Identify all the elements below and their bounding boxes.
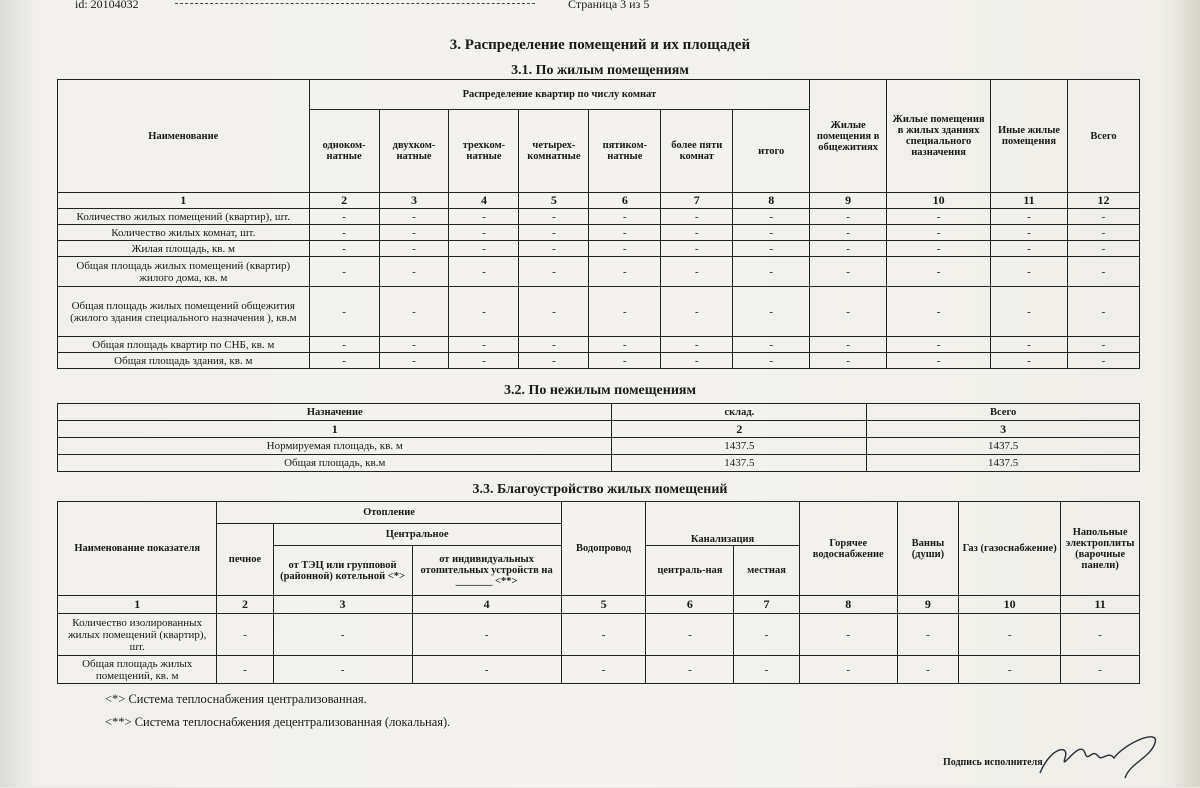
row-label: Общая площадь, кв.м (58, 455, 612, 472)
cell-value: - (887, 209, 991, 225)
cell-value: - (661, 353, 733, 369)
col-header: четырех-комнатные (519, 110, 589, 193)
cell-value: - (646, 614, 734, 656)
col-number: 5 (519, 193, 589, 209)
col-number: 8 (799, 596, 897, 614)
footnote-1: <*> Система теплоснабжения централизованная. (105, 692, 367, 706)
cell-value: - (589, 209, 661, 225)
row-label: Нормируемая площадь, кв. м (58, 438, 612, 455)
cell-value: - (1067, 337, 1139, 353)
section1-title: 3.1. По жилым помещениям (511, 63, 689, 78)
col-name-header: Наименование (58, 80, 310, 193)
cell-value: - (589, 337, 661, 353)
row-label: Общая площадь жилых помещений, кв. м (58, 656, 217, 684)
col-number: 8 (733, 193, 810, 209)
col-number: 9 (810, 193, 887, 209)
cell-value: - (959, 656, 1061, 684)
individual-header: от индивидуальных отопительных устройств на _______ <**> (412, 546, 561, 596)
cell-value: - (449, 225, 519, 241)
cell-value: - (449, 209, 519, 225)
cell-value: - (1067, 287, 1139, 337)
col10-header: Жилые помещения в жилых зданиях специального назначения (887, 80, 991, 193)
cell-value: - (309, 257, 379, 287)
hot-water-header: Горячее водоснабжение (799, 502, 897, 596)
cell-value: - (799, 614, 897, 656)
footnote-2: <**> Система теплоснабжения децентрализованная (локальная). (105, 715, 451, 729)
residential-table (57, 79, 1140, 369)
cell-value: - (273, 614, 412, 656)
cell-value: - (661, 257, 733, 287)
col-number: 7 (734, 596, 799, 614)
col-header: более пяти комнат (661, 110, 733, 193)
cell-value: - (991, 287, 1068, 337)
gas-header: Газ (газоснабжение) (959, 502, 1061, 596)
cell-value: - (887, 241, 991, 257)
row-label: Количество жилых помещений (квартир), шт. (58, 209, 310, 225)
cell-value: - (887, 257, 991, 287)
cell-value: - (217, 656, 273, 684)
cell-value: - (1067, 241, 1139, 257)
cell-value: - (810, 209, 887, 225)
cell-value: - (733, 225, 810, 241)
col-number: 6 (589, 193, 661, 209)
page-title: 3. Распределение помещений и их площадей (449, 37, 751, 53)
rooms-group-header: Распределение квартир по числу комнат (309, 80, 810, 110)
col-header: одноком-натные (309, 110, 379, 193)
table-row (58, 614, 1140, 656)
col-number: 10 (887, 193, 991, 209)
col11-header: Иные жилые помещения (991, 80, 1068, 193)
cell-value: - (589, 225, 661, 241)
cell-value: - (379, 353, 449, 369)
cell-value: - (273, 656, 412, 684)
heating-header: Отопление (217, 502, 561, 524)
cell-value: - (646, 656, 734, 684)
col-number: 11 (1061, 596, 1140, 614)
cell-value: - (887, 353, 991, 369)
col-number: 3 (867, 421, 1140, 438)
cell-value: - (379, 287, 449, 337)
table-row (58, 209, 1140, 225)
cell-value: - (799, 656, 897, 684)
nonresidential-table (57, 403, 1140, 472)
col-number: 12 (1067, 193, 1139, 209)
cell-value: - (734, 614, 799, 656)
table-row (58, 455, 1140, 472)
amenities-table (57, 501, 1140, 684)
cell-value: - (561, 656, 646, 684)
cell-value: - (379, 225, 449, 241)
cell-value: - (991, 241, 1068, 257)
col-header: Назначение (58, 404, 612, 421)
col-header: трехком-натные (449, 110, 519, 193)
col-number: 2 (612, 421, 867, 438)
col-number: 2 (217, 596, 273, 614)
cell-value: - (1067, 225, 1139, 241)
cell-value: - (379, 337, 449, 353)
col-number: 2 (309, 193, 379, 209)
cell-value: - (661, 225, 733, 241)
section2-title: 3.2. По нежилым помещениям (503, 383, 697, 398)
cell-value: - (519, 209, 589, 225)
table-row (58, 337, 1140, 353)
cell-value: - (589, 241, 661, 257)
cell-value: - (379, 257, 449, 287)
sewer-central-header: централь-ная (646, 546, 734, 596)
cell-value: - (661, 337, 733, 353)
cell-value: - (379, 241, 449, 257)
col-number: 10 (959, 596, 1061, 614)
page-number: Страница 3 из 5 (568, 0, 650, 11)
col-number: 4 (412, 596, 561, 614)
cell-value: - (412, 656, 561, 684)
cell-value: - (379, 209, 449, 225)
cell-value: - (887, 225, 991, 241)
cell-value: 1437.5 (612, 438, 867, 455)
cell-value: 1437.5 (612, 455, 867, 472)
cell-value: - (217, 614, 273, 656)
cell-value: - (1067, 257, 1139, 287)
tec-header: от ТЭЦ или групповой (районной) котельной <*> (273, 546, 412, 596)
signature-label: Подпись исполнителя (943, 757, 1043, 768)
cell-value: - (309, 209, 379, 225)
cell-value: - (519, 225, 589, 241)
sewer-header: Канализация (646, 502, 799, 546)
water-header: Водопровод (561, 502, 646, 596)
table-row (58, 438, 1140, 455)
row-label: Общая площадь жилых помещений (квартир) жилого дома, кв. м (58, 257, 310, 287)
col-number: 9 (897, 596, 958, 614)
col-number: 3 (379, 193, 449, 209)
row-label: Количество изолированных жилых помещений (квартир), шт. (58, 614, 217, 656)
col-header: двухком-натные (379, 110, 449, 193)
col-number: 4 (449, 193, 519, 209)
cell-value: 1437.5 (867, 455, 1140, 472)
cell-value: - (519, 337, 589, 353)
cell-value: - (991, 353, 1068, 369)
row-label: Общая площадь жилых помещений общежития (жилого здания специального назначения ), кв.м (58, 287, 310, 337)
cell-value: - (449, 337, 519, 353)
table-row (58, 287, 1140, 337)
cell-value: - (1061, 614, 1140, 656)
cell-value: - (810, 287, 887, 337)
cell-value: - (589, 353, 661, 369)
col-number: 7 (661, 193, 733, 209)
cell-value: - (661, 287, 733, 337)
cell-value: - (1067, 209, 1139, 225)
row-label: Жилая площадь, кв. м (58, 241, 310, 257)
cell-value: - (519, 353, 589, 369)
cell-value: - (519, 287, 589, 337)
col-number: 3 (273, 596, 412, 614)
cell-value: - (810, 257, 887, 287)
table-row (58, 656, 1140, 684)
cell-value: - (449, 353, 519, 369)
cell-value: - (991, 225, 1068, 241)
col9-header: Жилые помещения в общежитиях (810, 80, 887, 193)
cell-value: - (810, 225, 887, 241)
cell-value: - (991, 209, 1068, 225)
cell-value: - (887, 337, 991, 353)
cell-value: - (810, 353, 887, 369)
col-number: 5 (561, 596, 646, 614)
cell-value: 1437.5 (867, 438, 1140, 455)
cell-value: - (733, 353, 810, 369)
signature-icon (1030, 728, 1170, 788)
cell-value: - (449, 287, 519, 337)
cell-value: - (733, 257, 810, 287)
cell-value: - (887, 287, 991, 337)
table-row (58, 225, 1140, 241)
cell-value: - (309, 337, 379, 353)
col-number: 1 (58, 596, 217, 614)
cell-value: - (897, 656, 958, 684)
cell-value: - (309, 353, 379, 369)
cell-value: - (810, 241, 887, 257)
central-heating-header: Центральное (273, 524, 561, 546)
col12-header: Всего (1067, 80, 1139, 193)
cell-value: - (810, 337, 887, 353)
cell-value: - (309, 225, 379, 241)
cell-value: - (959, 614, 1061, 656)
table-row (58, 353, 1140, 369)
cell-value: - (1061, 656, 1140, 684)
cell-value: - (519, 241, 589, 257)
cell-value: - (1067, 353, 1139, 369)
cell-value: - (589, 287, 661, 337)
col-number: 1 (58, 193, 310, 209)
col-number: 1 (58, 421, 612, 438)
cell-value: - (733, 337, 810, 353)
table-row (58, 241, 1140, 257)
cell-value: - (519, 257, 589, 287)
cell-value: - (661, 209, 733, 225)
row-label: Общая площадь квартир по СНБ, кв. м (58, 337, 310, 353)
cell-value: - (661, 241, 733, 257)
cell-value: - (733, 209, 810, 225)
col-header: склад. (612, 404, 867, 421)
cell-value: - (991, 337, 1068, 353)
cell-value: - (309, 241, 379, 257)
cell-value: - (733, 287, 810, 337)
cell-value: - (561, 614, 646, 656)
cell-value: - (991, 257, 1068, 287)
baths-header: Ванны (души) (897, 502, 958, 596)
cell-value: - (733, 241, 810, 257)
cell-value: - (589, 257, 661, 287)
section3-title: 3.3. Благоустройство жилых помещений (472, 482, 728, 497)
col-number: 6 (646, 596, 734, 614)
col-header: итого (733, 110, 810, 193)
cell-value: - (412, 614, 561, 656)
stoves-header: Напольные электроплиты (варочные панели) (1061, 502, 1140, 596)
col-header: пятиком-натные (589, 110, 661, 193)
cell-value: - (734, 656, 799, 684)
sewer-local-header: местная (734, 546, 799, 596)
table-row (58, 257, 1140, 287)
col-number: 11 (991, 193, 1068, 209)
cell-value: - (449, 241, 519, 257)
cell-value: - (309, 287, 379, 337)
stove-heating-header: печное (217, 524, 273, 596)
indicator-name-header: Наименование показателя (58, 502, 217, 596)
cell-value: - (897, 614, 958, 656)
col-header: Всего (867, 404, 1140, 421)
row-label: Количество жилых комнат, шт. (58, 225, 310, 241)
document-id: id: 20104032 (75, 0, 139, 11)
row-label: Общая площадь здания, кв. м (58, 353, 310, 369)
header-divider (175, 3, 535, 5)
cell-value: - (449, 257, 519, 287)
